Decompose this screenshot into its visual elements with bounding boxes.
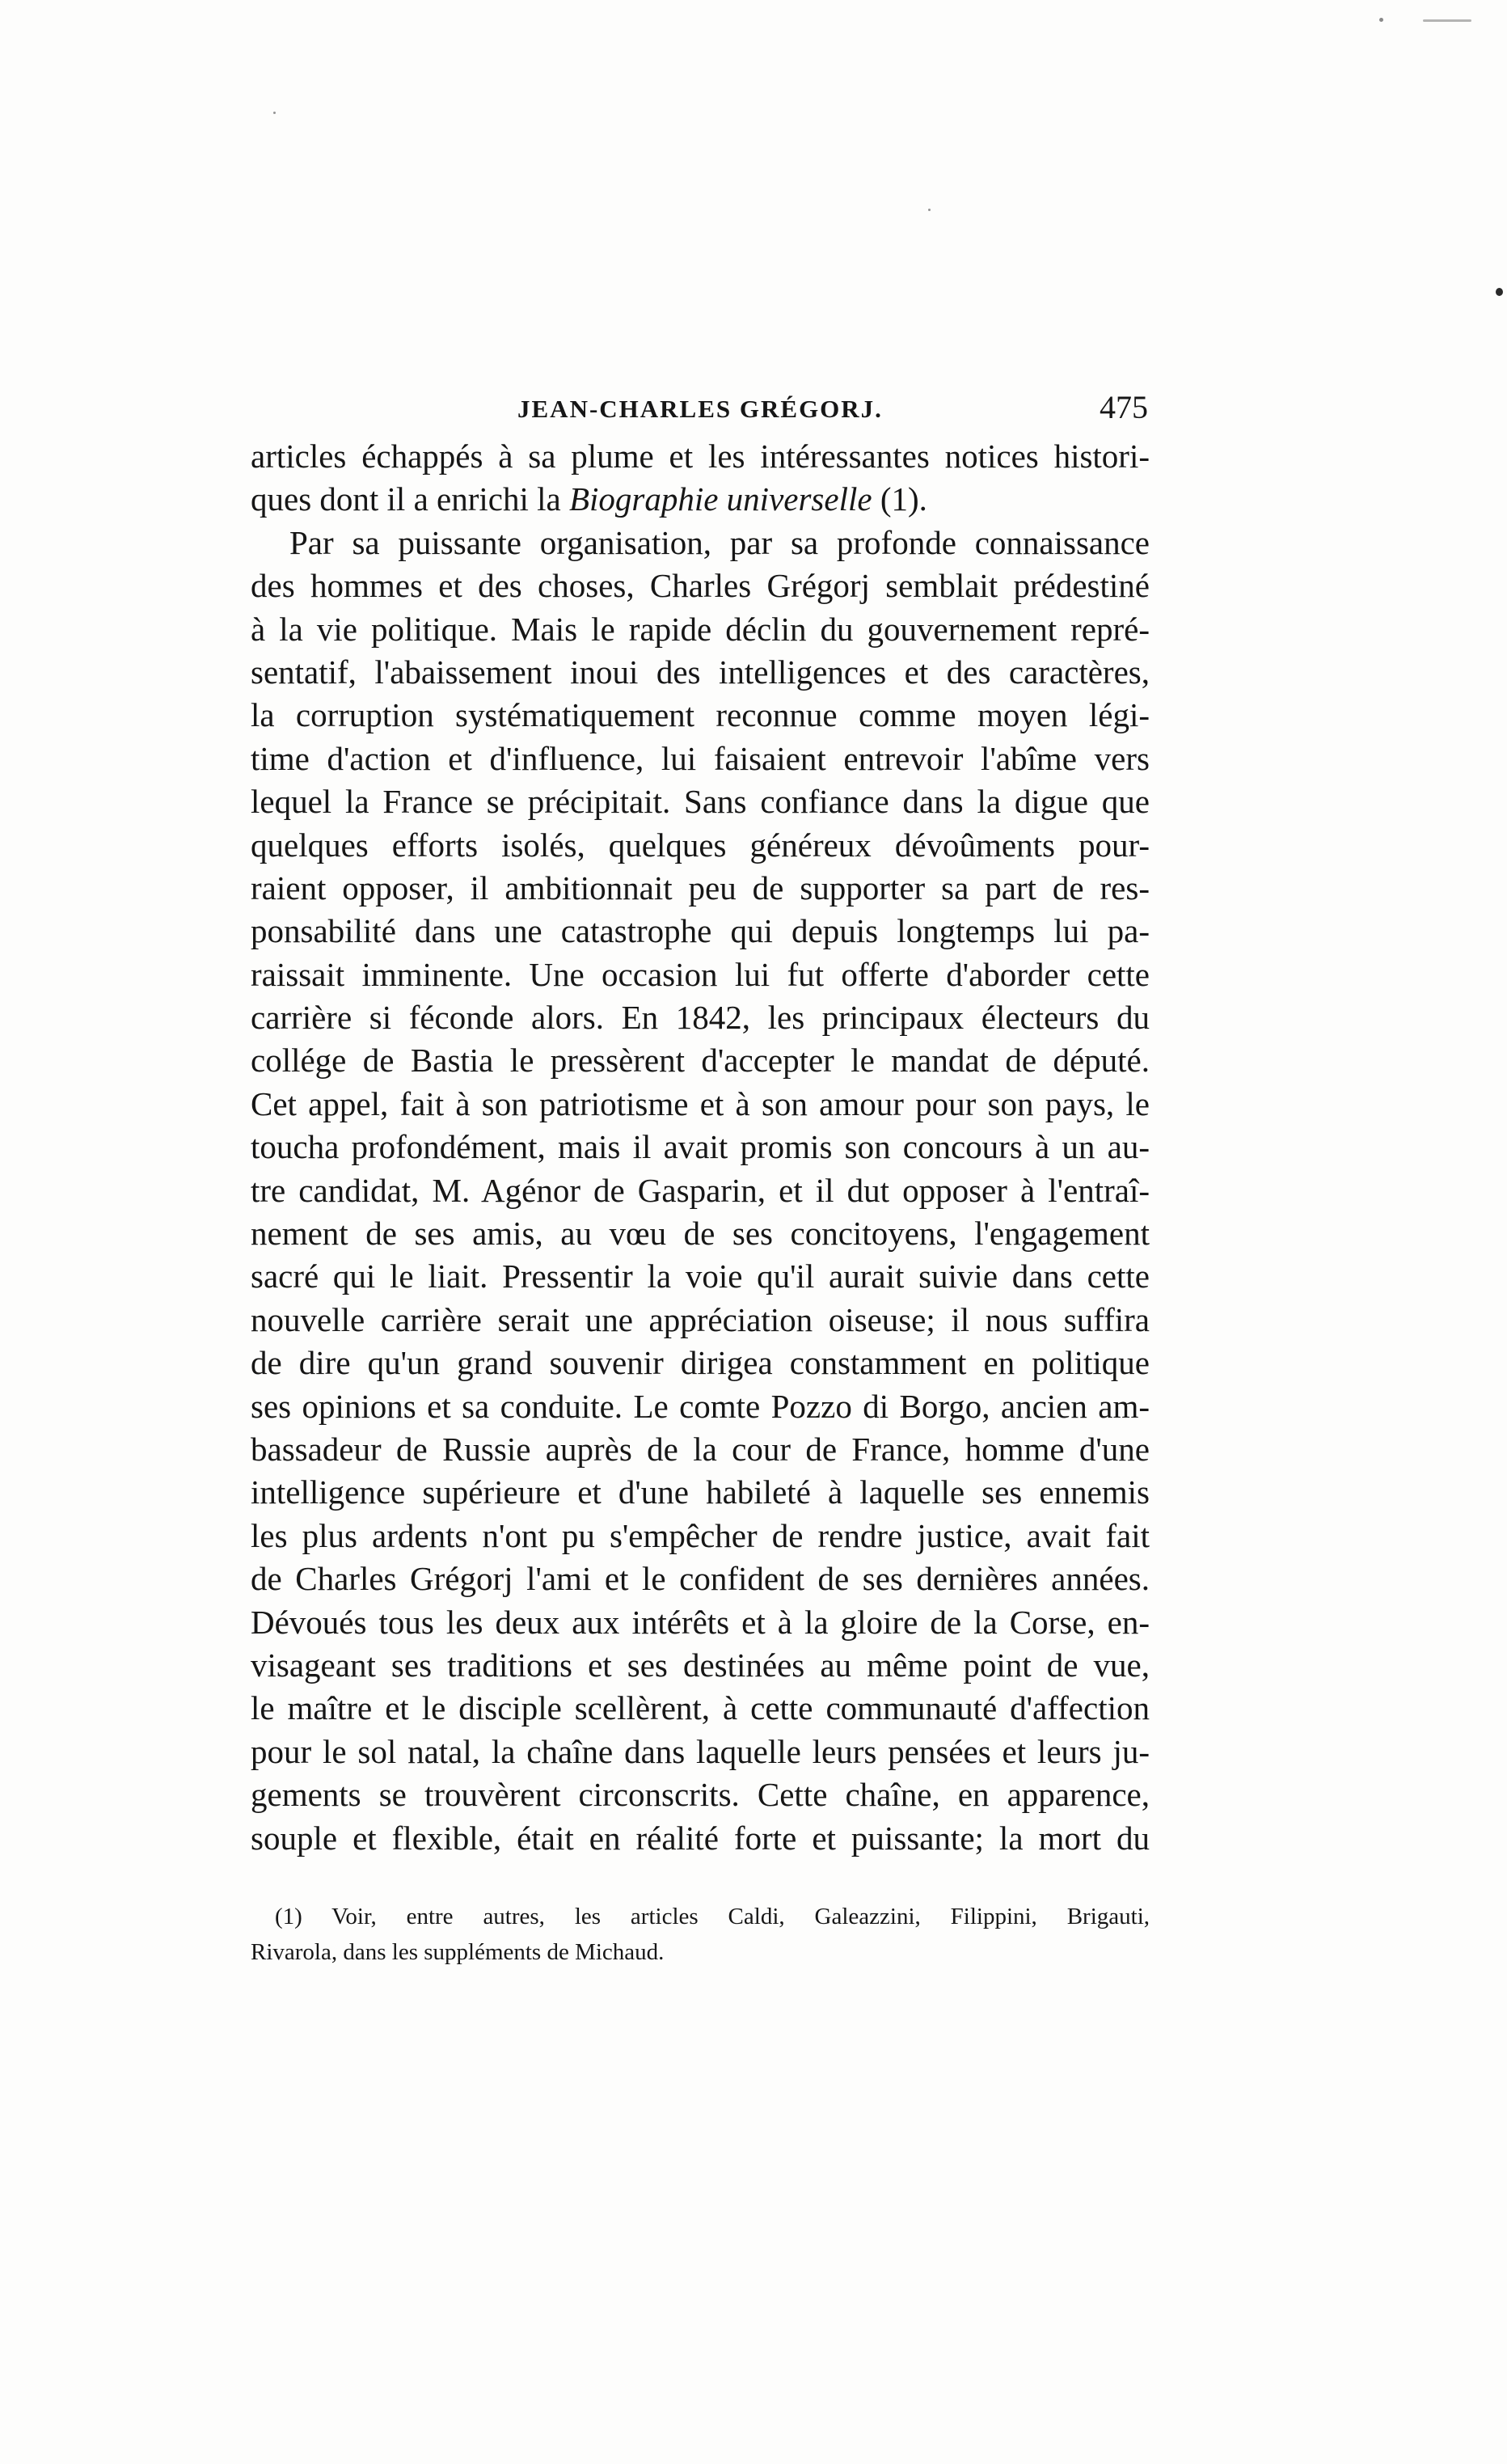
text-line: de Charles Grégorj l'ami et le confident de ses dernières années. (251, 1560, 1150, 1598)
ink-speck (1423, 19, 1471, 22)
text-line: articles échappés à sa plume et les intéressantes notices histori- (251, 437, 1150, 475)
text-line: raient opposer, il ambitionnait peu de supporter sa part de res- (251, 869, 1150, 907)
text-line: gements se trouvèrent circonscrits. Cette chaîne, en apparence, (251, 1776, 1150, 1814)
text-line-start: ques dont il a enrichi la (251, 480, 561, 518)
text-line: sacré qui le liait. Pressentir la voie qu'il aurait suivie dans cette (251, 1257, 1150, 1295)
text-line: tre candidat, M. Agénor de Gasparin, et il dut opposer à l'entraî- (251, 1171, 1150, 1209)
text-line: Cet appel, fait à son patriotisme et à son amour pour son pays, le (251, 1084, 1150, 1122)
ink-speck (1496, 288, 1503, 296)
text-line: Dévoués tous les deux aux intérêts et à la gloire de la Corse, en- (251, 1603, 1150, 1641)
text-line: nement de ses amis, au vœu de ses concitoyens, l'engagement (251, 1215, 1150, 1253)
running-title: JEAN-CHARLES GRÉGORJ. (517, 395, 883, 423)
text-line: la corruption systématiquement reconnue comme moyen légi- (251, 696, 1150, 734)
footnote-line: (1) Voir, entre autres, les articles Caldi, Galeazzini, Filippini, Brigauti, (275, 1904, 1150, 1929)
body-text (251, 435, 1150, 1860)
footnote-reference: (1). (872, 480, 927, 518)
text-line: souple et flexible, était en réalité forte et puissante; la mort du (251, 1819, 1150, 1857)
page-number: 475 (1100, 389, 1148, 425)
text-line: ses opinions et sa conduite. Le comte Pozzo di Borgo, ancien am- (251, 1387, 1150, 1425)
text-line: à la vie politique. Mais le rapide déclin du gouvernement repré- (251, 610, 1150, 648)
text-line: le maître et le disciple scellèrent, à cette communauté d'affection (251, 1689, 1150, 1727)
text-line: des hommes et des choses, Charles Grégorj semblait prédestiné (251, 567, 1150, 605)
text-line (251, 478, 1150, 521)
text-line: carrière si féconde alors. En 1842, les principaux électeurs du (251, 999, 1150, 1037)
text-line: visageant ses traditions et ses destinées au même point de vue, (251, 1646, 1150, 1684)
text-line: de dire qu'un grand souvenir dirigea constamment en politique (251, 1344, 1150, 1382)
ink-speck (928, 209, 931, 211)
text-line: toucha profondément, mais il avait promis son concours à un au- (251, 1128, 1150, 1166)
book-title: Biographie universelle (568, 480, 872, 518)
text-line: time d'action et d'influence, lui faisaient entrevoir l'abîme vers (251, 739, 1150, 777)
ink-speck (1379, 18, 1383, 22)
running-head (251, 388, 1148, 437)
text-line: intelligence supérieure et d'une habileté à laquelle ses ennemis (251, 1473, 1150, 1511)
text-line: les plus ardents n'ont pu s'empêcher de rendre justice, avait fait (251, 1516, 1150, 1554)
text-line: pour le sol natal, la chaîne dans laquelle leurs pensées et leurs ju- (251, 1732, 1150, 1770)
text-line: ponsabilité dans une catastrophe qui depuis longtemps lui pa- (251, 912, 1150, 950)
footnote (251, 1899, 1150, 1970)
text-line: Par sa puissante organisation, par sa profonde connaissance (289, 523, 1150, 561)
text-line: collége de Bastia le pressèrent d'accepter le mandat de député. (251, 1042, 1150, 1080)
text-line: sentatif, l'abaissement inoui des intelligences et des caractères, (251, 653, 1150, 691)
footnote-line: Rivarola, dans les suppléments de Michaud. (251, 1939, 665, 1965)
text-line: raissait imminente. Une occasion lui fut offerte d'aborder cette (251, 955, 1150, 993)
text-line: quelques efforts isolés, quelques généreux dévoûments pour- (251, 826, 1150, 864)
text-line: nouvelle carrière serait une appréciation oiseuse; il nous suffira (251, 1300, 1150, 1338)
text-line: bassadeur de Russie auprès de la cour de France, homme d'une (251, 1430, 1150, 1468)
text-line: lequel la France se précipitait. Sans confiance dans la digue que (251, 783, 1150, 821)
ink-speck (273, 112, 276, 114)
